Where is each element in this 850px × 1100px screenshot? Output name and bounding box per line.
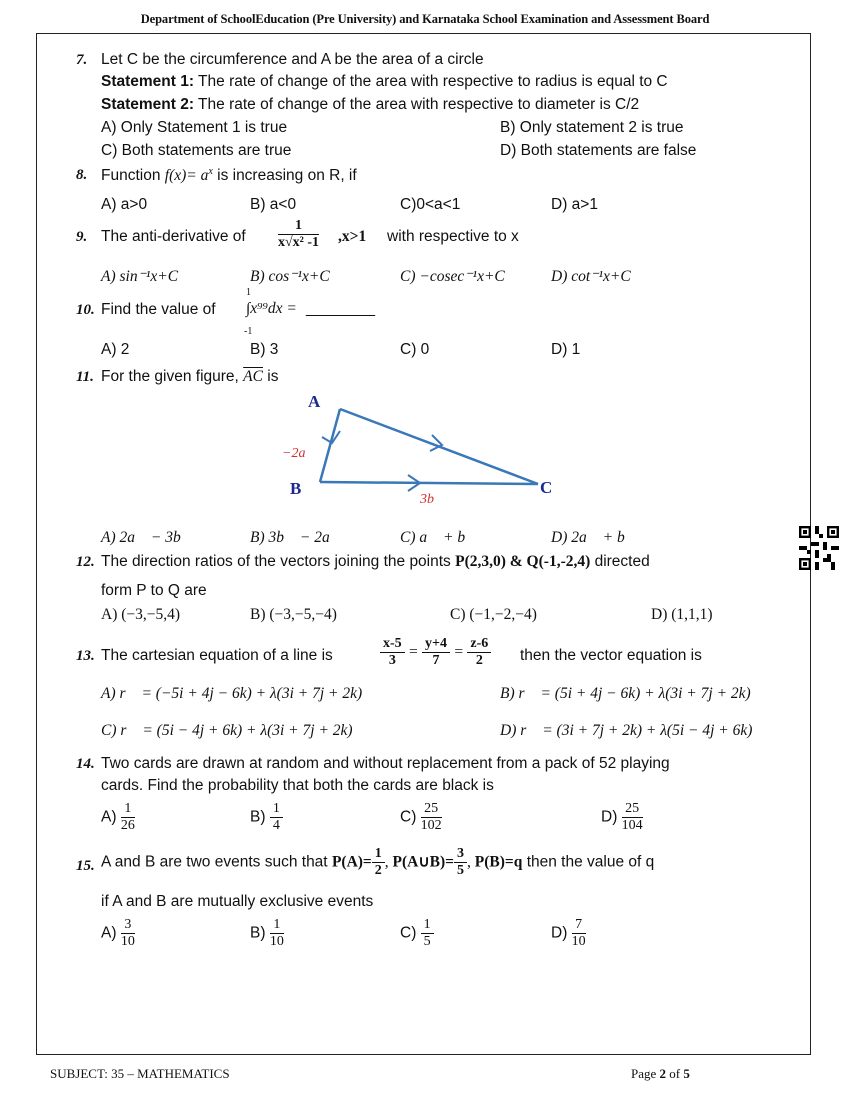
q13-cartesian-equation: $\frac{x-5}{3}$ = $\frac{y+4}{7}$ = $\frac{z-6}{2}$: [380, 636, 491, 669]
q14-option-a: A) $\frac{1}{26}$: [101, 801, 135, 833]
q9-option-a: A) sin⁻¹x+C: [101, 268, 179, 285]
q12-number: 12.: [76, 554, 95, 570]
q11-option-c: C) a⃗ + b⃗: [400, 529, 478, 546]
q13-option-c: C) r⃗ = (5i − 4j + 6k) + λ(3i + 7j + 2k): [101, 722, 353, 739]
q12-points: P(2,3,0) & Q(-1,-2,4): [455, 553, 591, 570]
q8-option-c: C)0<a<1: [400, 196, 461, 213]
q14-option-c: C) $\frac{25}{102}$: [400, 801, 442, 833]
q9-option-c: C) −cosec⁻¹x+C: [400, 268, 505, 285]
q7-text: Let C be the circumference and A be the area of a circle: [101, 51, 484, 68]
vertex-a-label: A: [308, 392, 321, 411]
q7-option-b: B) Only statement 2 is true: [500, 119, 684, 136]
q9-fraction: $\frac{1}{\text{x√x² -1}}$: [278, 218, 320, 250]
q8-number: 8.: [76, 167, 88, 183]
q14-option-b: B) $\frac{1}{4}$: [250, 801, 283, 834]
q8-option-d: D) a>1: [551, 196, 598, 213]
side-ab-label: −2a: [282, 446, 306, 461]
q7-statement-1: Statement 1: The rate of change of the area with respective to radius is equal to C: [101, 73, 668, 90]
q10-blank: ________: [306, 300, 375, 317]
q10-text: Find the value of: [101, 301, 216, 318]
triangle-side-ab: [320, 409, 340, 482]
q9-option-d: D) cot⁻¹x+C: [551, 268, 631, 285]
q13-text-post: then the vector equation is: [520, 647, 702, 664]
q15-number: 15.: [76, 858, 95, 874]
q11-option-b: B) 3b⃗ − 2a⃗: [250, 529, 342, 546]
q11-number: 11.: [76, 369, 94, 385]
q9-text-post: with respective to x: [387, 228, 519, 245]
q8-option-a: A) a>0: [101, 196, 148, 213]
q12-text-line1: The direction ratios of the vectors joining the points P(2,3,0) & Q(-1,-2,4) directed: [101, 553, 650, 570]
q9-number: 9.: [76, 229, 88, 245]
q13-option-b: B) r⃗ = (5i + 4j − 6k) + λ(3i + 7j + 2k): [500, 685, 751, 702]
footer-page-number: Page 2 of 5: [631, 1066, 690, 1081]
q11-vector-ac: $\overline{AC}$: [243, 368, 263, 385]
q9-option-b: B) cos⁻¹x+C: [250, 268, 330, 285]
q11-triangle-figure: [270, 385, 580, 515]
q10-option-a: A) 2: [101, 341, 130, 358]
q15-option-c: C) $\frac{1}{5}$: [400, 917, 434, 950]
q15-text-line1: A and B are two events such that P(A)= $\frac{1}{2}$ , P(A∪B)= $\frac{3}{5}$ , P(B)=q then the value of q: [101, 846, 655, 878]
q10-number: 10.: [76, 302, 95, 318]
page-header: Department of SchoolEducation (Pre University) and Karnataka School Examination and Assessment Board: [140, 12, 710, 26]
qr-code: [799, 526, 839, 570]
q13-text: The cartesian equation of a line is: [101, 647, 333, 664]
q14-option-d: D) $\frac{25}{104}$: [601, 801, 643, 833]
q11-text: For the given figure, $\overline{AC}$ is: [101, 368, 279, 385]
q10-option-c: C) 0: [400, 341, 430, 358]
q13-option-d: D) r⃗ = (3i + 7j + 2k) + λ(5i − 4j + 6k): [500, 722, 753, 739]
vertex-c-label: C: [540, 478, 553, 497]
q10-option-d: D) 1: [551, 341, 581, 358]
q11-option-d: D) 2a⃗ + b⃗: [551, 529, 637, 546]
vertex-b-label: B: [290, 479, 302, 498]
triangle-side-bc: [320, 482, 538, 484]
q13-option-a: A) r⃗ = (−5i + 4j − 6k) + λ(3i + 7j + 2k): [101, 685, 363, 702]
side-bc-label: 3b: [420, 492, 434, 507]
q8-option-b: B) a<0: [250, 196, 297, 213]
q12-option-c: C) (−1,−2,−4): [450, 606, 537, 623]
q7-number: 7.: [76, 52, 88, 68]
q7-option-a: A) Only Statement 1 is true: [101, 119, 288, 136]
footer-subject: SUBJECT: 35 – MATHEMATICS: [50, 1066, 230, 1081]
q7-option-d: D) Both statements are false: [500, 142, 697, 159]
q15-option-b: B) $\frac{1}{10}$: [250, 917, 284, 949]
q8-function: f(x)= a: [164, 167, 209, 185]
q14-text-line2: cards. Find the probability that both the cards are black is: [101, 777, 494, 794]
q13-number: 13.: [76, 648, 95, 664]
q7-statement-2: Statement 2: The rate of change of the area with respective to diameter is C/2: [101, 96, 640, 113]
q8-text: Function $f(x)= a^x$ is increasing on R, if: [101, 166, 357, 185]
q7-option-c: C) Both statements are true: [101, 142, 292, 159]
q12-text-line2: form P to Q are: [101, 582, 207, 599]
q14-text-line1: Two cards are drawn at random and without replacement from a pack of 52 playing: [101, 755, 670, 772]
q15-option-d: D) $\frac{7}{10}$: [551, 917, 586, 949]
q15-text-line2: if A and B are mutually exclusive events: [101, 893, 374, 910]
q10-option-b: B) 3: [250, 341, 279, 358]
q11-option-a: A) 2a⃗ − 3b⃗: [101, 529, 193, 546]
q9-condition: ,x>1: [338, 228, 367, 245]
q15-option-a: A) $\frac{3}{10}$: [101, 917, 135, 949]
q12-option-b: B) (−3,−5,−4): [250, 606, 337, 623]
q10-lower-limit: -1: [244, 326, 253, 337]
q10-upper-limit: 1: [246, 287, 251, 298]
q9-text: The anti-derivative of: [101, 228, 246, 245]
q10-integral: ∫x⁹⁹dx =: [246, 300, 297, 317]
q12-option-a: A) (−3,−5,4): [101, 606, 181, 623]
q14-number: 14.: [76, 756, 95, 772]
q12-option-d: D) (1,1,1): [651, 606, 713, 623]
